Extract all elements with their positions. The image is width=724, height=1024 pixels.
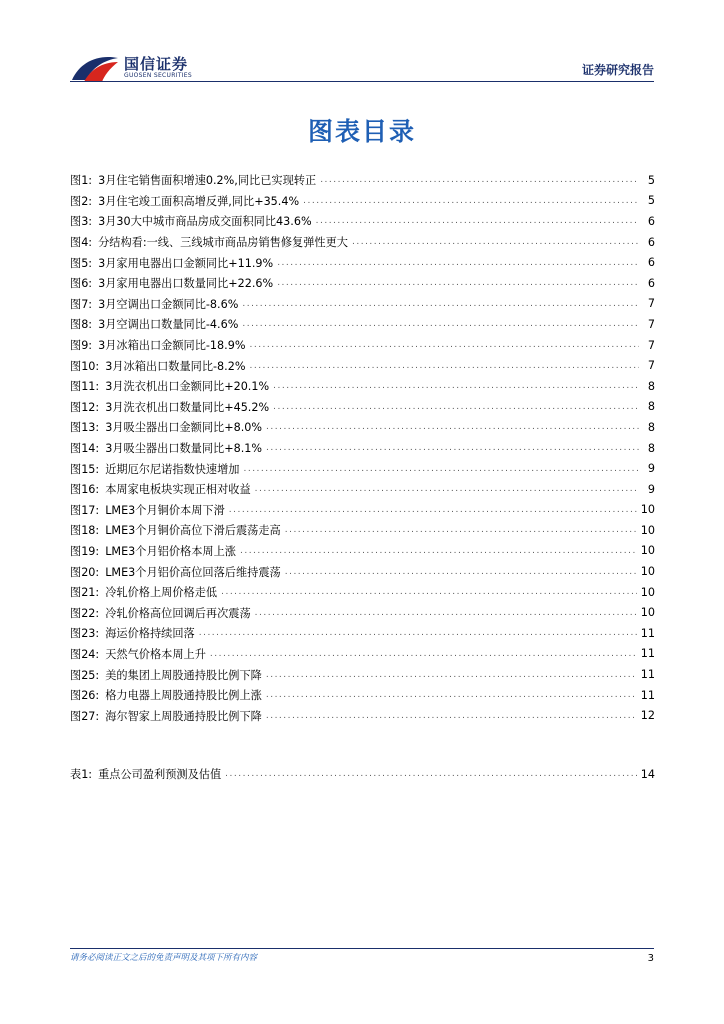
figure-entry-label: 图15: <box>70 462 100 476</box>
header-divider <box>70 81 654 82</box>
figure-entry[interactable] <box>70 232 655 253</box>
dot-leader <box>303 196 639 206</box>
dot-leader <box>249 361 639 371</box>
figure-entry[interactable] <box>70 191 655 212</box>
figure-entry-title: 美的集团上周股通持股比例下降 <box>105 668 262 682</box>
figure-entry[interactable] <box>70 211 655 232</box>
figure-entry-page: 7 <box>647 317 655 331</box>
dot-leader <box>199 628 637 638</box>
figure-entry-label: 图20: <box>70 565 100 579</box>
figure-entry-page: 12 <box>640 709 655 723</box>
figure-entry[interactable] <box>70 541 655 562</box>
figure-entry-label: 图5: <box>70 256 93 270</box>
dot-leader <box>210 649 637 659</box>
dot-leader <box>316 216 639 226</box>
brand-name-en: GUOSEN SECURITIES <box>124 72 193 79</box>
figure-entry-label: 图12: <box>70 400 100 414</box>
figure-entry[interactable] <box>70 458 655 479</box>
figure-entry-page: 10 <box>640 565 655 579</box>
guosen-logo <box>70 52 220 84</box>
footer-page-number: 3 <box>647 953 654 964</box>
figure-entry-title: 3月洗衣机出口数量同比+45.2% <box>105 400 270 414</box>
figure-entry-page: 11 <box>640 668 655 682</box>
figure-entry-label: 图4: <box>70 236 93 250</box>
figure-entry-title: 天然气价格本周上升 <box>105 647 206 661</box>
figure-entry-page: 10 <box>640 523 655 537</box>
figure-entry-label: 图24: <box>70 647 100 661</box>
dot-leader <box>240 546 637 556</box>
dot-leader <box>277 258 639 268</box>
table-entry-page: 14 <box>640 767 655 781</box>
figure-entry[interactable] <box>70 170 655 191</box>
figure-entry-title: LME3个月铜价本周下滑 <box>105 503 225 517</box>
table-entry[interactable] <box>70 764 655 785</box>
figure-entry-page: 11 <box>640 688 655 702</box>
dot-leader <box>243 464 639 474</box>
dot-leader <box>242 299 639 309</box>
dot-leader <box>255 484 639 494</box>
figure-entry[interactable] <box>70 602 655 623</box>
figure-entry[interactable] <box>70 664 655 685</box>
table-entry-title: 重点公司盈利预测及估值 <box>98 768 222 782</box>
figure-entry-page: 6 <box>647 235 655 249</box>
dot-leader <box>273 381 639 391</box>
figure-entry-page: 8 <box>647 441 655 455</box>
figure-entry-page: 10 <box>640 503 655 517</box>
figure-entry-title: 3月家用电器出口金额同比+11.9% <box>98 256 274 270</box>
dot-leader <box>249 340 639 350</box>
figure-entry-page: 10 <box>640 606 655 620</box>
table-entry-label: 表1: <box>70 768 93 782</box>
dot-leader <box>273 402 639 412</box>
page-title: 图表目录 <box>307 117 416 146</box>
figure-entry-title: 格力电器上周股通持股比例上涨 <box>105 689 262 703</box>
figure-entry-label: 图13: <box>70 421 100 435</box>
figure-entry-title: 冷轧价格上周价格走低 <box>105 586 218 600</box>
figure-entry-title: 3月30大中城市商品房成交面积同比43.6% <box>98 215 312 229</box>
figure-entry[interactable] <box>70 582 655 603</box>
figure-entry[interactable] <box>70 705 655 726</box>
figure-entry-title: 3月冰箱出口金额同比-18.9% <box>98 339 246 353</box>
figure-entry-page: 8 <box>647 420 655 434</box>
footer-disclaimer: 请务必阅读正文之后的免责声明及其项下所有内容 <box>70 953 258 963</box>
figure-entry-page: 10 <box>640 544 655 558</box>
figure-entry-title: 海尔智家上周股通持股比例下降 <box>105 709 262 723</box>
report-type: 证券研究报告 <box>581 63 654 77</box>
figure-entry-label: 图10: <box>70 359 100 373</box>
figure-entry[interactable] <box>70 438 655 459</box>
figure-entry-page: 11 <box>640 647 655 661</box>
figure-entry[interactable] <box>70 500 655 521</box>
dot-leader <box>266 422 639 432</box>
figure-entry[interactable] <box>70 273 655 294</box>
dot-leader <box>352 237 639 247</box>
figure-entry-title: 3月洗衣机出口金额同比+20.1% <box>105 380 270 394</box>
figure-entry[interactable] <box>70 417 655 438</box>
figure-entry-title: 3月吸尘器出口金额同比+8.0% <box>105 421 262 435</box>
figure-entry-title: 3月空调出口数量同比-4.6% <box>98 318 239 332</box>
figure-entry[interactable] <box>70 314 655 335</box>
footer-divider <box>70 948 654 949</box>
figure-entry[interactable] <box>70 623 655 644</box>
figure-entry[interactable] <box>70 376 655 397</box>
figure-entry-title: LME3个月铝价高位回落后维持震荡 <box>105 565 281 579</box>
dot-leader <box>285 525 637 535</box>
figure-entry-page: 11 <box>640 626 655 640</box>
figure-entry-title: LME3个月铝价格本周上涨 <box>105 544 236 558</box>
dot-leader <box>266 443 639 453</box>
figure-entry-page: 6 <box>647 276 655 290</box>
dot-leader <box>242 319 639 329</box>
figure-entry[interactable] <box>70 294 655 315</box>
figure-entry-title: 3月冰箱出口数量同比-8.2% <box>105 359 246 373</box>
figure-entry-title: 海运价格持续回落 <box>105 627 195 641</box>
figure-entry-title: 分结构看:一线、三线城市商品房销售修复弹性更大 <box>98 236 348 250</box>
figure-entry-label: 图11: <box>70 380 100 394</box>
figure-entry-page: 7 <box>647 338 655 352</box>
figure-entry-label: 图25: <box>70 668 100 682</box>
figure-entry-label: 图23: <box>70 627 100 641</box>
figure-entry-title: 3月家用电器出口数量同比+22.6% <box>98 277 274 291</box>
figure-entry-page: 8 <box>647 379 655 393</box>
figure-entry-title: 3月空调出口金额同比-8.6% <box>98 297 239 311</box>
figure-entry-label: 图17: <box>70 503 100 517</box>
figure-entry-title: 近期厄尔尼诺指数快速增加 <box>105 462 240 476</box>
figure-entry[interactable] <box>70 252 655 273</box>
figure-entry[interactable] <box>70 397 655 418</box>
figure-entry-label: 图27: <box>70 709 100 723</box>
brand-name-cn: 国信证券 <box>124 55 189 73</box>
dot-leader <box>221 587 637 597</box>
guosen-logo-icon <box>70 52 120 84</box>
figure-entry-label: 图7: <box>70 297 93 311</box>
figure-entry[interactable] <box>70 561 655 582</box>
figure-entry-page: 6 <box>647 214 655 228</box>
figure-list <box>70 170 655 726</box>
figure-entry[interactable] <box>70 335 655 356</box>
figure-entry-title: 3月住宅销售面积增速0.2%,同比已实现转正 <box>98 174 317 188</box>
table-list <box>70 764 655 785</box>
figure-entry-page: 9 <box>647 482 655 496</box>
dot-leader <box>320 175 639 185</box>
figure-entry-page: 10 <box>640 585 655 599</box>
figure-entry-label: 图21: <box>70 586 100 600</box>
dot-leader <box>266 670 637 680</box>
figure-entry[interactable] <box>70 644 655 665</box>
figure-entry-page: 9 <box>647 462 655 476</box>
figure-entry-page: 8 <box>647 400 655 414</box>
figure-entry-page: 6 <box>647 256 655 270</box>
figure-entry-label: 图3: <box>70 215 93 229</box>
figure-entry-label: 图19: <box>70 544 100 558</box>
figure-entry[interactable] <box>70 685 655 706</box>
figure-entry-label: 图1: <box>70 174 93 188</box>
figure-entry-page: 7 <box>647 359 655 373</box>
figure-entry-label: 图26: <box>70 689 100 703</box>
dot-leader <box>266 711 637 721</box>
figure-entry-page: 5 <box>647 173 655 187</box>
figure-entry-label: 图14: <box>70 442 100 456</box>
figure-entry[interactable] <box>70 520 655 541</box>
figure-entry-page: 7 <box>647 297 655 311</box>
figure-entry-title: 3月住宅竣工面积高增反弹,同比+35.4% <box>98 194 300 208</box>
dot-leader <box>225 769 637 779</box>
figure-entry[interactable] <box>70 355 655 376</box>
figure-entry-title: 本周家电板块实现正相对收益 <box>105 483 251 497</box>
figure-entry-page: 5 <box>647 194 655 208</box>
figure-entry-label: 图16: <box>70 483 100 497</box>
figure-entry-label: 图9: <box>70 339 93 353</box>
figure-entry-label: 图6: <box>70 277 93 291</box>
figure-entry-label: 图8: <box>70 318 93 332</box>
dot-leader <box>266 690 637 700</box>
figure-entry[interactable] <box>70 479 655 500</box>
figure-entry-title: 3月吸尘器出口数量同比+8.1% <box>105 442 262 456</box>
figure-entry-label: 图18: <box>70 524 100 538</box>
dot-leader <box>255 608 637 618</box>
figure-entry-title: LME3个月铜价高位下滑后震荡走高 <box>105 524 281 538</box>
figure-entry-label: 图2: <box>70 194 93 208</box>
figure-entry-label: 图22: <box>70 606 100 620</box>
dot-leader <box>277 278 639 288</box>
dot-leader <box>229 505 637 515</box>
figure-entry-title: 冷轧价格高位回调后再次震荡 <box>105 606 251 620</box>
dot-leader <box>285 567 637 577</box>
page-header <box>0 0 724 86</box>
